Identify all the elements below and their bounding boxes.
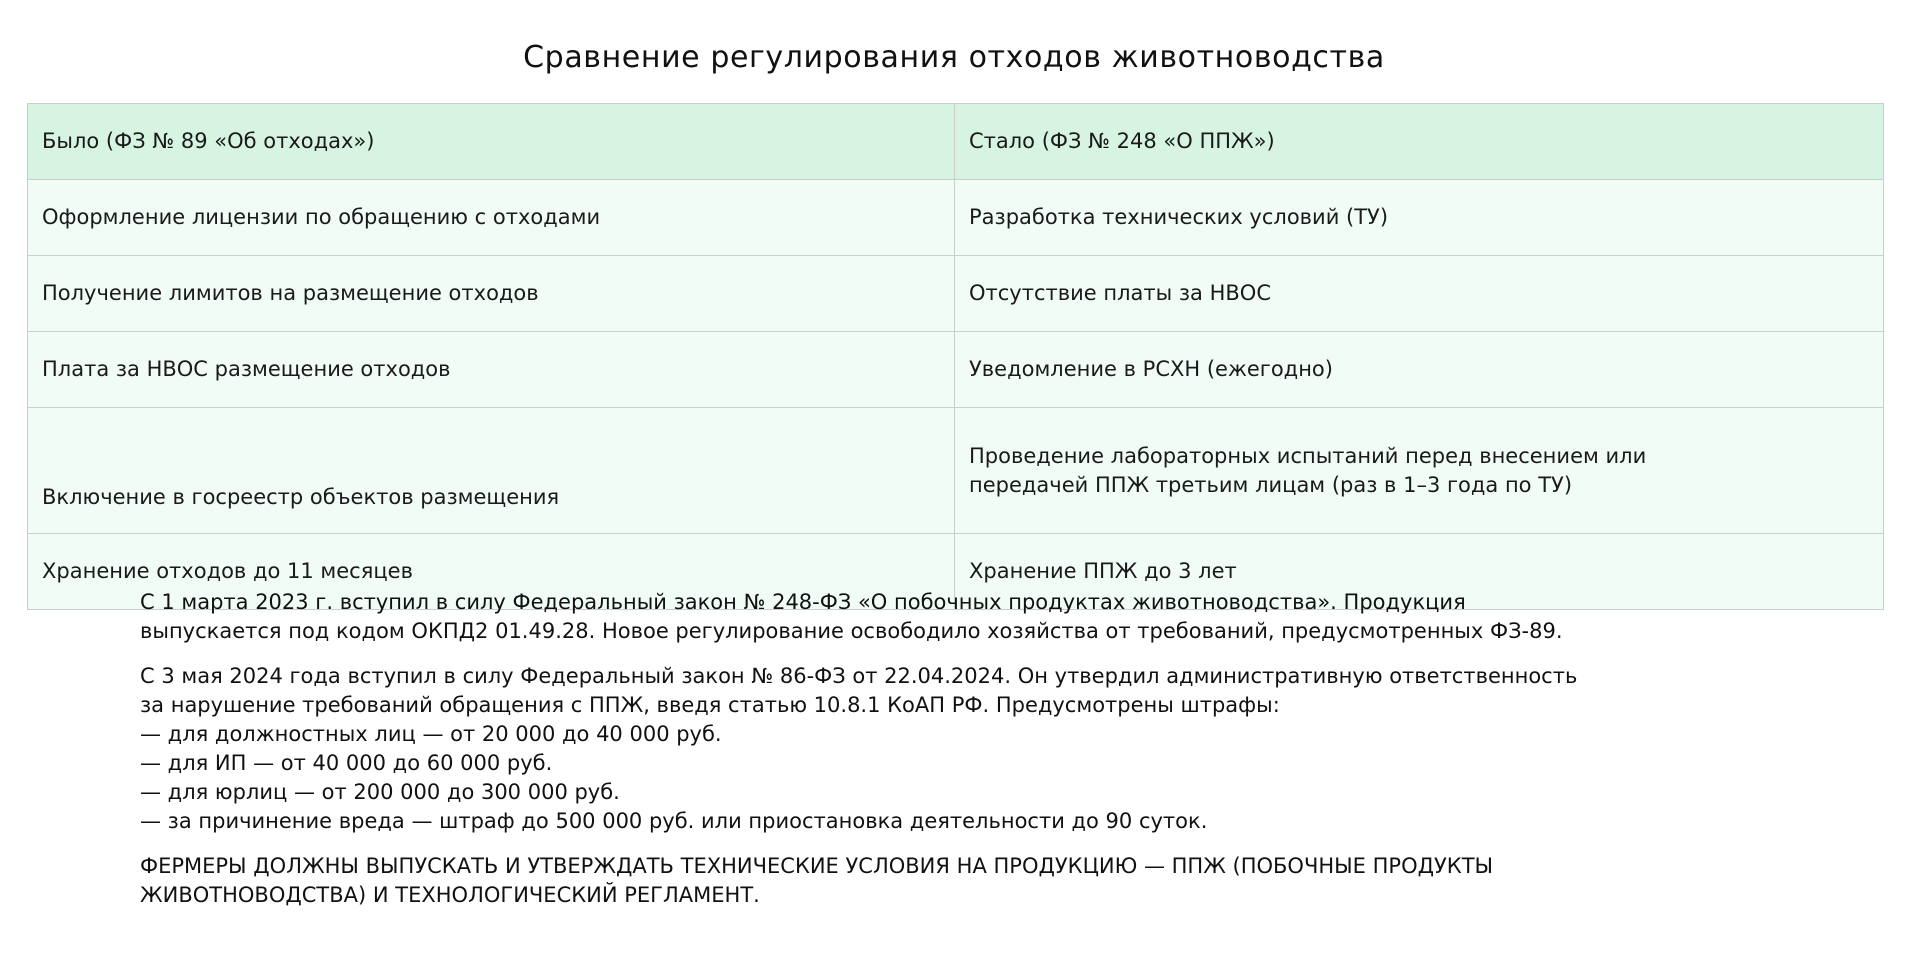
page-title: Сравнение регулирования отходов животноводства — [523, 40, 1385, 75]
farmers-requirement-paragraph — [140, 852, 1780, 910]
cell-after: Разработка технических условий (ТУ) — [955, 180, 1884, 256]
cell-after: Хранение ППЖ до 3 лет — [955, 534, 1884, 610]
text-line: С 1 марта 2023 г. вступил в силу Федеральный закон № 248-ФЗ «О побочных продуктах животноводства». Продукция — [140, 590, 1466, 614]
cell-before: Включение в госреестр объектов размещения — [28, 408, 955, 534]
header-before: Было (ФЗ № 89 «Об отходах») — [28, 104, 955, 180]
cell-after: Уведомление в РСХН (ежегодно) — [955, 332, 1884, 408]
table-header-row — [28, 104, 1884, 180]
cell-before: Хранение отходов до 11 месяцев — [28, 534, 955, 610]
text-line: ЖИВОТНОВОДСТВА) И ТЕХНОЛОГИЧЕСКИЙ РЕГЛАМЕНТ. — [140, 883, 760, 907]
fine-item: — для ИП — от 40 000 до 60 000 руб. — [140, 751, 553, 775]
cell-before: Плата за НВОС размещение отходов — [28, 332, 955, 408]
cell-after: Отсутствие платы за НВОС — [955, 256, 1884, 332]
table-row — [28, 408, 1884, 534]
notes-section — [140, 588, 1780, 926]
text-line: за нарушение требований обращения с ППЖ, введя статью 10.8.1 КоАП РФ. Предусмотрены штрафы: — [140, 693, 1280, 717]
cell-before: Получение лимитов на размещение отходов — [28, 256, 955, 332]
table-row — [28, 256, 1884, 332]
fine-item: — для юрлиц — от 200 000 до 300 000 руб. — [140, 780, 620, 804]
cell-before: Оформление лицензии по обращению с отходами — [28, 180, 955, 256]
cell-line: Проведение лабораторных испытаний перед внесением или — [969, 443, 1647, 468]
table-row — [28, 332, 1884, 408]
fine-item: — за причинение вреда — штраф до 500 000 руб. или приостановка деятельности до 90 суток. — [140, 809, 1208, 833]
cell-line: передачей ППЖ третьим лицам (раз в 1–3 года по ТУ) — [969, 472, 1573, 497]
comparison-table — [27, 103, 1884, 610]
law-248-paragraph — [140, 588, 1780, 646]
header-after: Стало (ФЗ № 248 «О ППЖ») — [955, 104, 1884, 180]
text-line: выпускается под кодом ОКПД2 01.49.28. Новое регулирование освободило хозяйства от требований, предусмотренных ФЗ-89. — [140, 619, 1563, 643]
cell-after — [955, 408, 1884, 534]
law-86-paragraph — [140, 662, 1780, 836]
table-row — [28, 180, 1884, 256]
fine-item: — для должностных лиц — от 20 000 до 40 000 руб. — [140, 722, 722, 746]
text-line: С 3 мая 2024 года вступил в силу Федеральный закон № 86-ФЗ от 22.04.2024. Он утвердил административную ответственность — [140, 664, 1578, 688]
text-line: ФЕРМЕРЫ ДОЛЖНЫ ВЫПУСКАТЬ И УТВЕРЖДАТЬ ТЕХНИЧЕСКИЕ УСЛОВИЯ НА ПРОДУКЦИЮ — ППЖ (ПОБОЧНЫЕ ПРОДУКТЫ — [140, 854, 1494, 878]
